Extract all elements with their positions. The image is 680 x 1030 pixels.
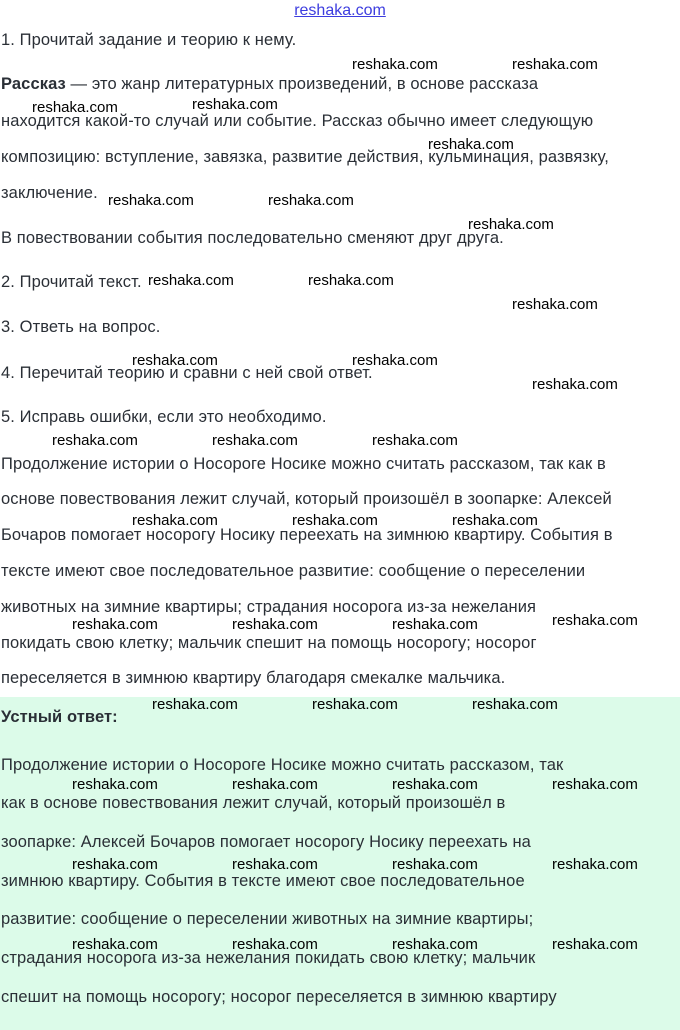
watermark: reshaka.com — [512, 56, 598, 73]
watermark: reshaka.com — [452, 512, 538, 529]
watermark: reshaka.com — [152, 696, 238, 713]
watermark: reshaka.com — [232, 776, 318, 793]
theory-term: Рассказ — [1, 75, 66, 93]
theory-line-4: заключение. — [1, 184, 98, 202]
answer-line-1: Продолжение истории о Носороге Носике можно считать рассказом, так как в — [1, 455, 606, 473]
watermark: reshaka.com — [108, 192, 194, 209]
oral-line-4: зимнюю квартиру. События в тексте имеют свое последовательное — [1, 872, 525, 890]
watermark: reshaka.com — [232, 616, 318, 633]
watermark: reshaka.com — [352, 56, 438, 73]
watermark: reshaka.com — [292, 512, 378, 529]
watermark: reshaka.com — [72, 776, 158, 793]
theory-line-5: В повествовании события последовательно сменяют друг друга. — [1, 229, 504, 247]
step-1: 1. Прочитай задание и теорию к нему. — [1, 31, 297, 49]
watermark: reshaka.com — [232, 856, 318, 873]
watermark: reshaka.com — [392, 776, 478, 793]
watermark: reshaka.com — [392, 936, 478, 953]
watermark: reshaka.com — [392, 616, 478, 633]
step-3: 3. Ответь на вопрос. — [1, 318, 161, 336]
watermark: reshaka.com — [372, 432, 458, 449]
watermark: reshaka.com — [428, 136, 514, 153]
theory-line-1-text: — это жанр литературных произведений, в основе рассказа — [65, 75, 539, 93]
watermark: reshaka.com — [352, 352, 438, 369]
watermark: reshaka.com — [132, 512, 218, 529]
watermark: reshaka.com — [512, 296, 598, 313]
watermark: reshaka.com — [312, 696, 398, 713]
theory-line-1 — [1, 75, 538, 94]
oral-line-2: как в основе повествования лежит случай, который произошёл в — [1, 794, 506, 812]
oral-line-7: спешит на помощь носорогу; носорог переселяется в зимнюю квартиру — [1, 988, 557, 1006]
answer-line-3: Бочаров помогает носорогу Носику переехать на зимнюю квартиру. События в — [1, 526, 613, 544]
oral-answer-heading: Устный ответ: — [1, 708, 118, 726]
watermark: reshaka.com — [52, 432, 138, 449]
watermark: reshaka.com — [72, 936, 158, 953]
watermark: reshaka.com — [472, 696, 558, 713]
step-2: 2. Прочитай текст. — [1, 273, 142, 291]
answer-line-6: покидать свою клетку; мальчик спешит на помощь носорогу; носорог — [1, 634, 537, 652]
watermark: reshaka.com — [148, 272, 234, 289]
watermark: reshaka.com — [232, 936, 318, 953]
watermark: reshaka.com — [32, 99, 118, 116]
oral-line-5: развитие: сообщение о переселении животных на зимние квартиры; — [1, 910, 534, 928]
answer-line-5: животных на зимние квартиры; страдания носорога из-за нежелания — [1, 598, 537, 616]
watermark: reshaka.com — [308, 272, 394, 289]
watermark: reshaka.com — [72, 616, 158, 633]
oral-line-3: зоопарке: Алексей Бочаров помогает носорогу Носику переехать на — [1, 833, 531, 851]
watermark: reshaka.com — [192, 96, 278, 113]
watermark: reshaka.com — [532, 376, 618, 393]
watermark: reshaka.com — [392, 856, 478, 873]
watermark: reshaka.com — [212, 432, 298, 449]
step-5: 5. Исправь ошибки, если это необходимо. — [1, 408, 327, 426]
watermark: reshaka.com — [268, 192, 354, 209]
oral-line-1: Продолжение истории о Носороге Носике можно считать рассказом, так — [1, 756, 564, 774]
oral-line-6: страдания носорога из-за нежелания покидать свою клетку; мальчик — [1, 949, 536, 967]
watermark: reshaka.com — [132, 352, 218, 369]
watermark: reshaka.com — [72, 856, 158, 873]
step-4: 4. Перечитай теорию и сравни с ней свой ответ. — [1, 364, 373, 382]
watermark: reshaka.com — [552, 936, 638, 953]
answer-line-4: тексте имеют свое последовательное развитие: сообщение о переселении — [1, 562, 586, 580]
site-link[interactable]: reshaka.com — [294, 2, 386, 19]
theory-line-3: композицию: вступление, завязка, развитие действия, кульминация, развязку, — [1, 148, 609, 166]
watermark: reshaka.com — [552, 612, 638, 629]
answer-line-7: переселяется в зимнюю квартиру благодаря смекалке мальчика. — [1, 669, 506, 687]
watermark: reshaka.com — [552, 856, 638, 873]
watermark: reshaka.com — [468, 216, 554, 233]
answer-line-2: основе повествования лежит случай, который произошёл в зоопарке: Алексей — [1, 490, 612, 508]
watermark: reshaka.com — [552, 776, 638, 793]
theory-line-2: находится какой-то случай или событие. Рассказ обычно имеет следующую — [1, 112, 594, 130]
